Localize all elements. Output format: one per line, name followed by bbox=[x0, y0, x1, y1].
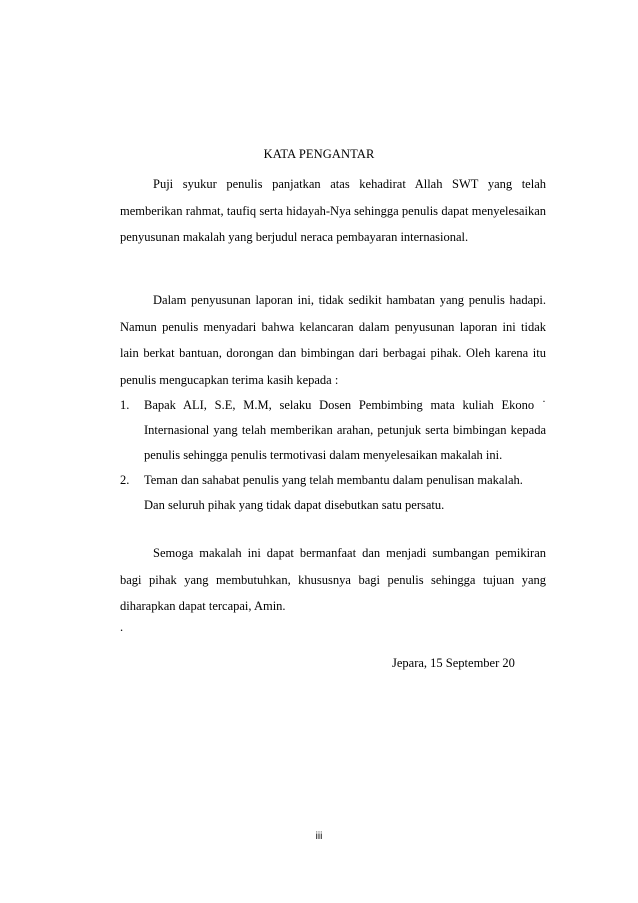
list-item bbox=[120, 393, 546, 468]
list-item-text: Bapak ALI, S.E, M.M, selaku Dosen Pembimbing mata kuliah Ekono ˙ Internasional yang telah memberikan arahan, petunjuk serta bimbingan kepada penulis sehingga penulis termotivasi dalam menyelesaikan makalah ini. bbox=[144, 398, 546, 462]
signoff-place-date: Jepara, 15 September 20 bbox=[392, 656, 515, 670]
paragraph-intro: Puji syukur penulis panjatkan atas kehadirat Allah SWT yang telah memberikan rahmat, taufiq serta hidayah-Nya sehingga penulis dapat menyelesaikan penyusunan makalah yang berjudul neraca pembayaran internasional. bbox=[120, 177, 546, 244]
page-title: KATA PENGANTAR bbox=[263, 147, 375, 161]
list-item-number: 2. bbox=[120, 473, 130, 487]
list-item-text: Teman dan sahabat penulis yang telah membantu dalam penulisan makalah. bbox=[144, 473, 523, 487]
paragraph-closing: Semoga makalah ini dapat bermanfaat dan menjadi sumbangan pemikiran bagi pihak yang membutuhkan, khususnya bagi penulis sehingga tujuan yang diharapkan dapat tercapai, Amin. bbox=[120, 546, 546, 613]
thanks-list bbox=[120, 393, 546, 518]
list-note: Dan seluruh pihak yang tidak dapat disebutkan satu persatu. bbox=[144, 498, 445, 512]
list-item-number: 1. bbox=[120, 398, 130, 412]
list-item bbox=[120, 468, 546, 493]
page-number: iii bbox=[315, 831, 323, 842]
dot-mark: . bbox=[120, 620, 124, 634]
paragraph-acknowledgement: Dalam penyusunan laporan ini, tidak sedikit hambatan yang penulis hadapi. Namun penulis menyadari bahwa kelancaran dalam penyusunan laporan ini tidak lain berkat bantuan, dorongan dan bimbingan dari berbagai pihak. Oleh karena itu penulis mengucapkan terima kasih kepada : bbox=[120, 293, 546, 387]
